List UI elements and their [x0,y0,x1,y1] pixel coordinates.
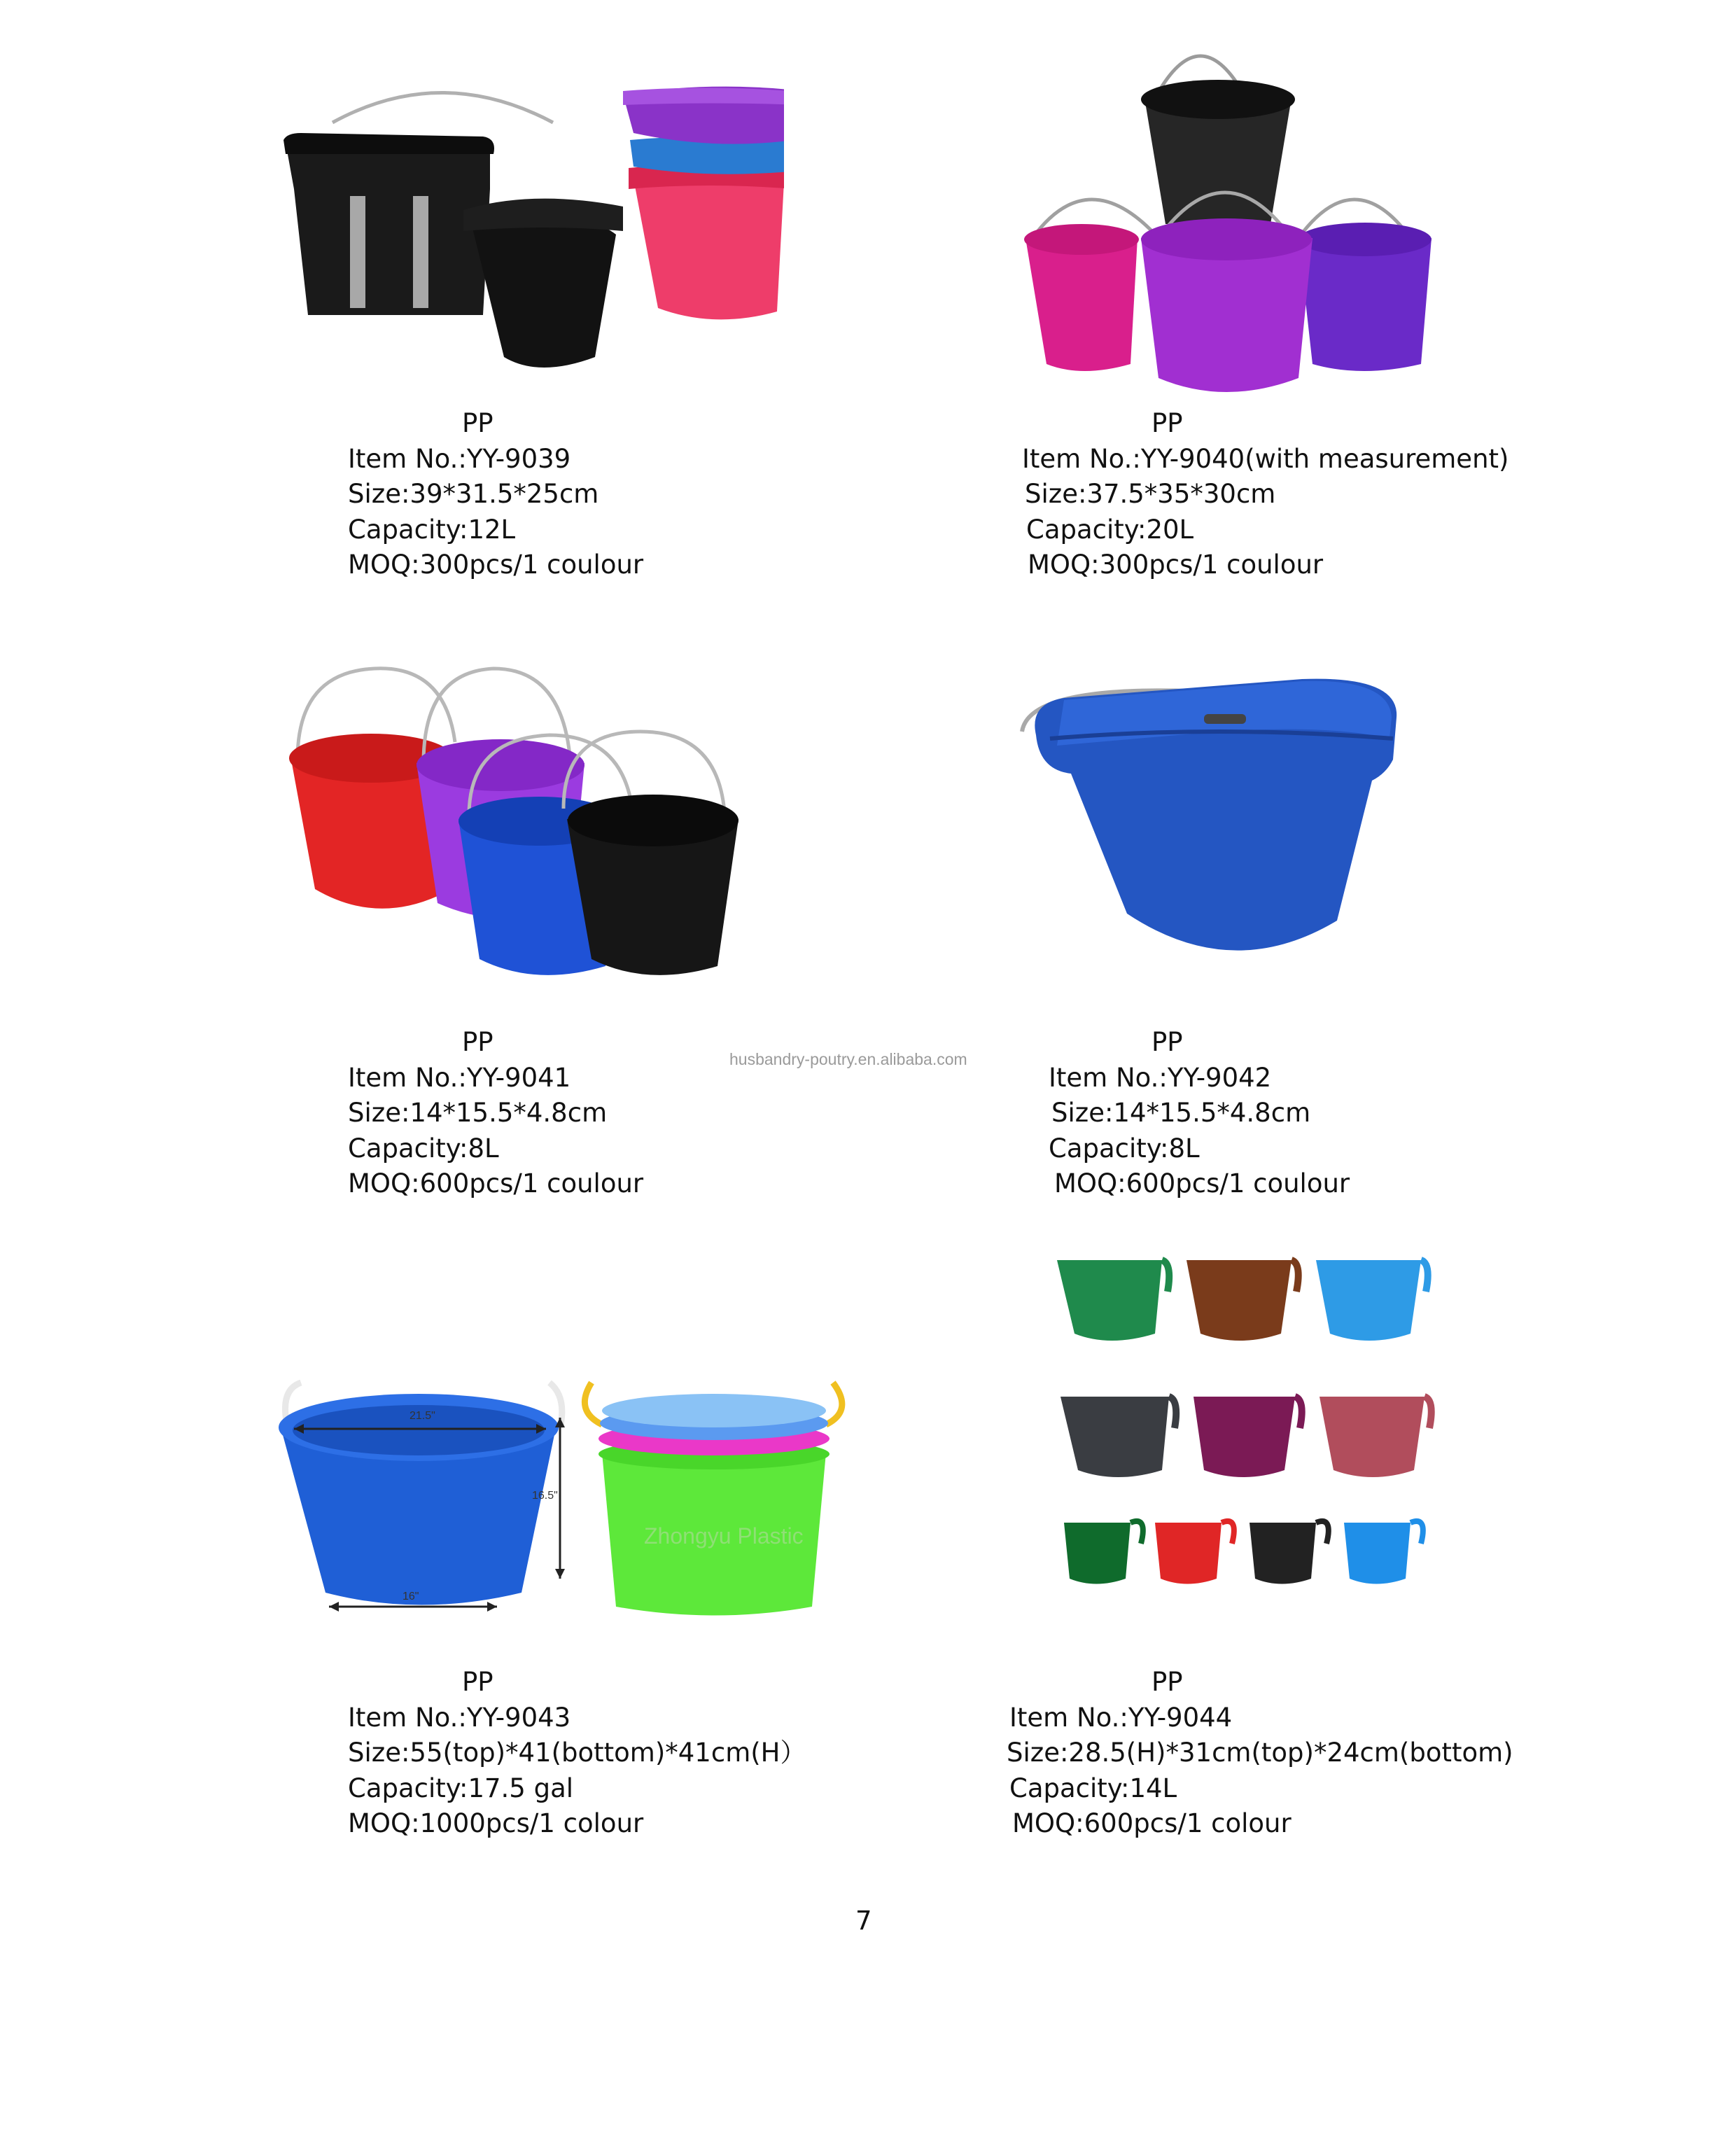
product-info-yy-9039 [348,406,643,583]
material-label: PP [1152,1667,1183,1697]
product-info-yy-9041 [348,1025,643,1202]
moq-spec: MOQ:300pcs/1 coulour [348,550,644,580]
size-spec: Size:37.5*35*30cm [1025,479,1276,509]
moq-spec: MOQ:600pcs/1 coulour [1054,1168,1350,1199]
product-image-yy-9041 [284,658,774,987]
dimension-bottom-label: 16" [402,1591,419,1602]
size-spec: Size:14*15.5*4.8cm [348,1098,608,1128]
moq-spec: MOQ:600pcs/1 coulour [348,1168,644,1199]
item-number: Item No.:YY-9040(with measurement) [1022,443,1509,474]
item-number: Item No.:YY-9039 [348,443,571,474]
moq-spec: MOQ:1000pcs/1 colour [348,1808,644,1838]
material-label: PP [462,1667,493,1697]
moq-spec: MOQ:600pcs/1 colour [1012,1808,1292,1838]
product-image-yy-9044 [1050,1243,1442,1614]
product-image-yy-9043 [273,1341,875,1635]
item-number: Item No.:YY-9042 [1049,1062,1272,1093]
product-info-yy-9043 [348,1665,806,1842]
material-label: PP [1152,408,1183,438]
capacity-spec: Capacity:12L [348,514,516,545]
size-spec: Size:39*31.5*25cm [348,479,599,509]
product-image-yy-9042 [1008,634,1414,991]
capacity-spec: Capacity:8L [1049,1133,1200,1164]
material-label: PP [462,408,493,438]
material-label: PP [462,1027,493,1057]
product-image-yy-9039 [280,84,784,378]
item-number: Item No.:YY-9043 [348,1702,571,1733]
capacity-spec: Capacity:14L [1009,1773,1177,1803]
item-number: Item No.:YY-9041 [348,1062,571,1093]
item-number: Item No.:YY-9044 [1009,1702,1233,1733]
size-spec: Size:28.5(H)*31cm(top)*24cm(bottom) [1007,1738,1513,1768]
product-info-yy-9044 [1007,1665,1513,1842]
dimension-height-label: 16.5" [532,1490,558,1502]
capacity-spec: Capacity:17.5 gal [348,1773,574,1803]
watermark: husbandry-poutry.en.alibaba.com [729,1050,967,1068]
size-spec: Size:55(top)*41(bottom)*41cm(H） [348,1738,806,1768]
image-watermark: Zhongyu Plastic [644,1523,804,1549]
product-info-yy-9040 [1022,406,1508,583]
moq-spec: MOQ:300pcs/1 coulour [1028,550,1324,580]
size-spec: Size:14*15.5*4.8cm [1051,1098,1311,1128]
material-label: PP [1152,1027,1183,1057]
product-image-yy-9040 [1018,14,1446,399]
dimension-top-label: 21.5" [410,1410,435,1422]
capacity-spec: Capacity:8L [348,1133,499,1164]
capacity-spec: Capacity:20L [1026,514,1194,545]
product-info-yy-9042 [1049,1025,1350,1202]
page-number: 7 [855,1906,872,1936]
